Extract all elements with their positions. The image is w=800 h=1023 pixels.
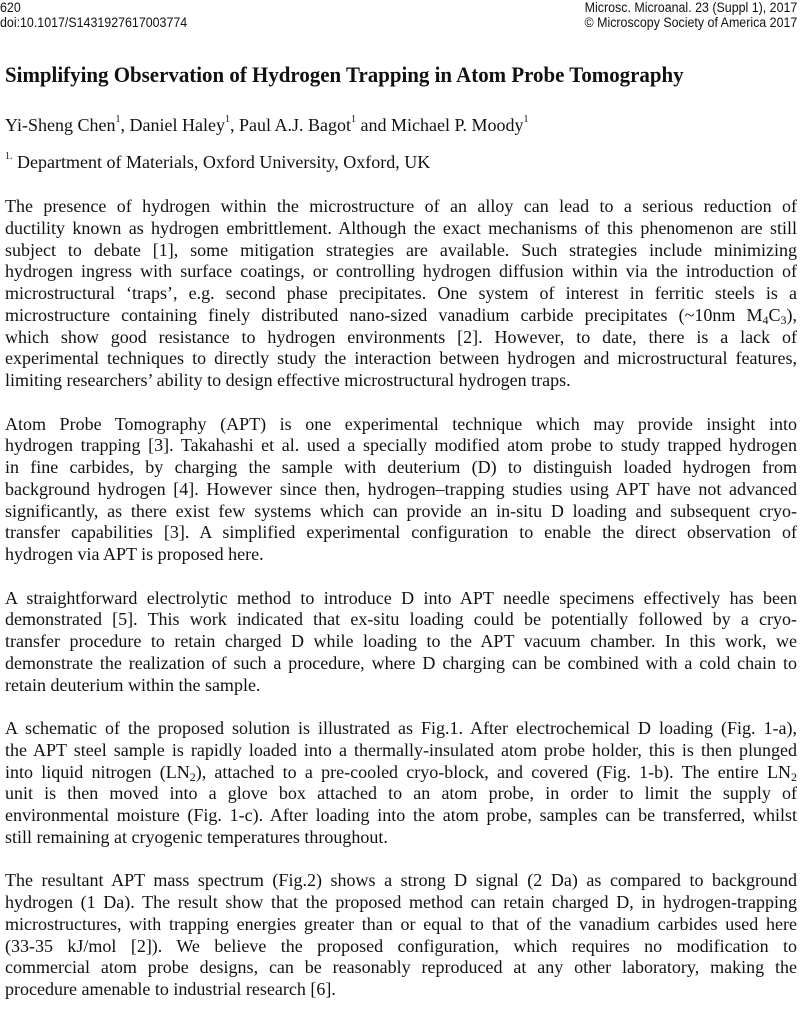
text-line: which show good resistance to hydrogen environments [2]. However, to date, there is a lack of	[5, 326, 797, 347]
page-number: 620	[0, 0, 21, 15]
text-line: transfer capabilities [3]. A simplified experimental configuration to enable the direct observation of	[5, 522, 797, 543]
text-line	[5, 762, 797, 784]
text-line	[5, 305, 797, 327]
author-name: Michael P. Moody	[390, 115, 524, 135]
author-separator: ,	[120, 115, 130, 135]
text-segment: ),	[786, 304, 797, 325]
text-line: microstructures, with trapping energies greater than or equal to that of the vanadium carbides used here	[5, 913, 797, 934]
doi: doi:10.1017/S1431927617003774	[0, 15, 188, 30]
text-segment: microstructure containing finely distributed nano-sized vanadium carbide precipitates (~10nm M	[5, 304, 763, 325]
text-line: ductility known as hydrogen embrittlement. Although the exact mechanisms of this phenomenon are still	[5, 217, 797, 238]
running-header-right	[584, 0, 797, 30]
text-line: environmental moisture (Fig. 1-c). After loading into the atom probe, samples can be transferred, whilst	[5, 805, 797, 825]
author-name: Daniel Haley	[129, 115, 225, 135]
paragraph	[5, 588, 797, 697]
author-separator: ,	[229, 115, 239, 135]
text-line: The resultant APT mass spectrum (Fig.2) shows a strong D signal (2 Da) as compared to background	[5, 870, 797, 891]
text-line: transfer procedure to retain charged D while loading to the APT vacuum chamber. In this work, we	[5, 631, 797, 651]
subscript: 4	[762, 312, 769, 327]
paragraph	[5, 718, 797, 849]
author-affiliation-marker: 1	[224, 114, 230, 125]
text-line: The presence of hydrogen within the microstructure of an alloy can lead to a serious reduction of	[5, 196, 797, 216]
subscript: 2	[791, 769, 797, 784]
text-line: hydrogen via APT is proposed here.	[5, 544, 264, 564]
author-name: Yi-Sheng Chen	[5, 115, 116, 135]
affiliation-marker: 1.	[5, 151, 13, 162]
text-segment: ), attached to a pre-cooled cryo-block, and covered (Fig. 1-b). The entire LN	[195, 761, 791, 782]
author-affiliation-marker: 1	[523, 114, 529, 125]
paragraph	[5, 196, 797, 392]
text-line: (33-35 kJ/mol [2]). We believe the proposed configuration, which requires no modification to	[5, 935, 797, 956]
text-segment: into liquid nitrogen (LN	[5, 761, 190, 782]
paragraph	[5, 414, 797, 566]
subscript: 2	[189, 769, 196, 784]
text-line: unit is then moved into a glove box attached to an atom probe, in order to limit the supply of	[5, 783, 797, 804]
text-segment: C	[768, 304, 781, 325]
text-line: demonstrate the realization of such a procedure, where D charging can be combined with a cold chain to	[5, 652, 797, 673]
text-line: still remaining at cryogenic temperatures throughout.	[5, 826, 388, 847]
subscript: 3	[780, 312, 787, 327]
text-line: significantly, as there exist few systems which can provide an in-situ D loading and subsequent cryo-	[5, 500, 797, 521]
text-line: A schematic of the proposed solution is illustrated as Fig.1. After electrochemical D loading (Fig. 1-a),	[5, 718, 797, 738]
text-line: retain deuterium within the sample.	[5, 674, 261, 695]
text-line: commercial atom probe designs, can be reasonably reproduced at any other laboratory, making the	[5, 957, 797, 978]
text-line: hydrogen ingress with surface coatings, or controlling hydrogen diffusion within via the introduction of	[5, 261, 797, 282]
text-line: A straightforward electrolytic method to introduce D into APT needle specimens effectively has been	[5, 587, 797, 608]
paragraph	[5, 870, 797, 1001]
text-line: hydrogen trapping [3]. Takahashi et al. used a specially modified atom probe to study trapped hydrogen	[5, 435, 797, 456]
text-line: experimental techniques to directly study the interaction between hydrogen and microstructural features,	[5, 348, 797, 369]
text-line: limiting researchers’ ability to design effective microstructural hydrogen traps.	[5, 370, 571, 390]
author-affiliation-marker: 1	[115, 114, 121, 125]
affiliation-text: Department of Materials, Oxford University, Oxford, UK	[12, 152, 431, 172]
author-affiliation-marker: 1	[350, 114, 356, 125]
text-line: background hydrogen [4]. However since then, hydrogen–trapping studies using APT have not advanced	[5, 478, 797, 499]
text-line: in fine carbides, by charging the sample with deuterium (D) to distinguish loaded hydrogen from	[5, 457, 797, 477]
text-line: hydrogen (1 Da). The result show that the proposed method can retain charged D, in hydrogen-trapping	[5, 892, 797, 912]
author-list	[5, 115, 528, 136]
text-line: the APT steel sample is rapidly loaded into a thermally-insulated atom probe holder, this is then plunged	[5, 739, 797, 760]
text-line: demonstrated [5]. This work indicated that ex-situ loading could be potentially followed by a cryo-	[5, 609, 797, 630]
text-line: Atom Probe Tomography (APT) is one experimental technique which may provide insight into	[5, 413, 797, 434]
copyright: © Microscopy Society of America 2017	[584, 15, 797, 30]
affiliation	[5, 152, 430, 173]
author-separator: and	[355, 115, 391, 135]
paper-title: Simplifying Observation of Hydrogen Trapping in Atom Probe Tomography	[5, 62, 684, 87]
running-header-left	[0, 0, 187, 30]
text-line: microstructural ‘traps’, e.g. second phase precipitates. One system of interest in ferritic steels is a	[5, 283, 797, 303]
journal-citation: Microsc. Microanal. 23 (Suppl 1), 2017	[584, 0, 797, 15]
author-name: Paul A.J. Bagot	[238, 115, 351, 135]
text-line: procedure amenable to industrial research [6].	[5, 979, 336, 999]
abstract-body	[5, 196, 797, 1023]
text-line: subject to debate [1], some mitigation strategies are available. Such strategies include minimizing	[5, 239, 797, 260]
